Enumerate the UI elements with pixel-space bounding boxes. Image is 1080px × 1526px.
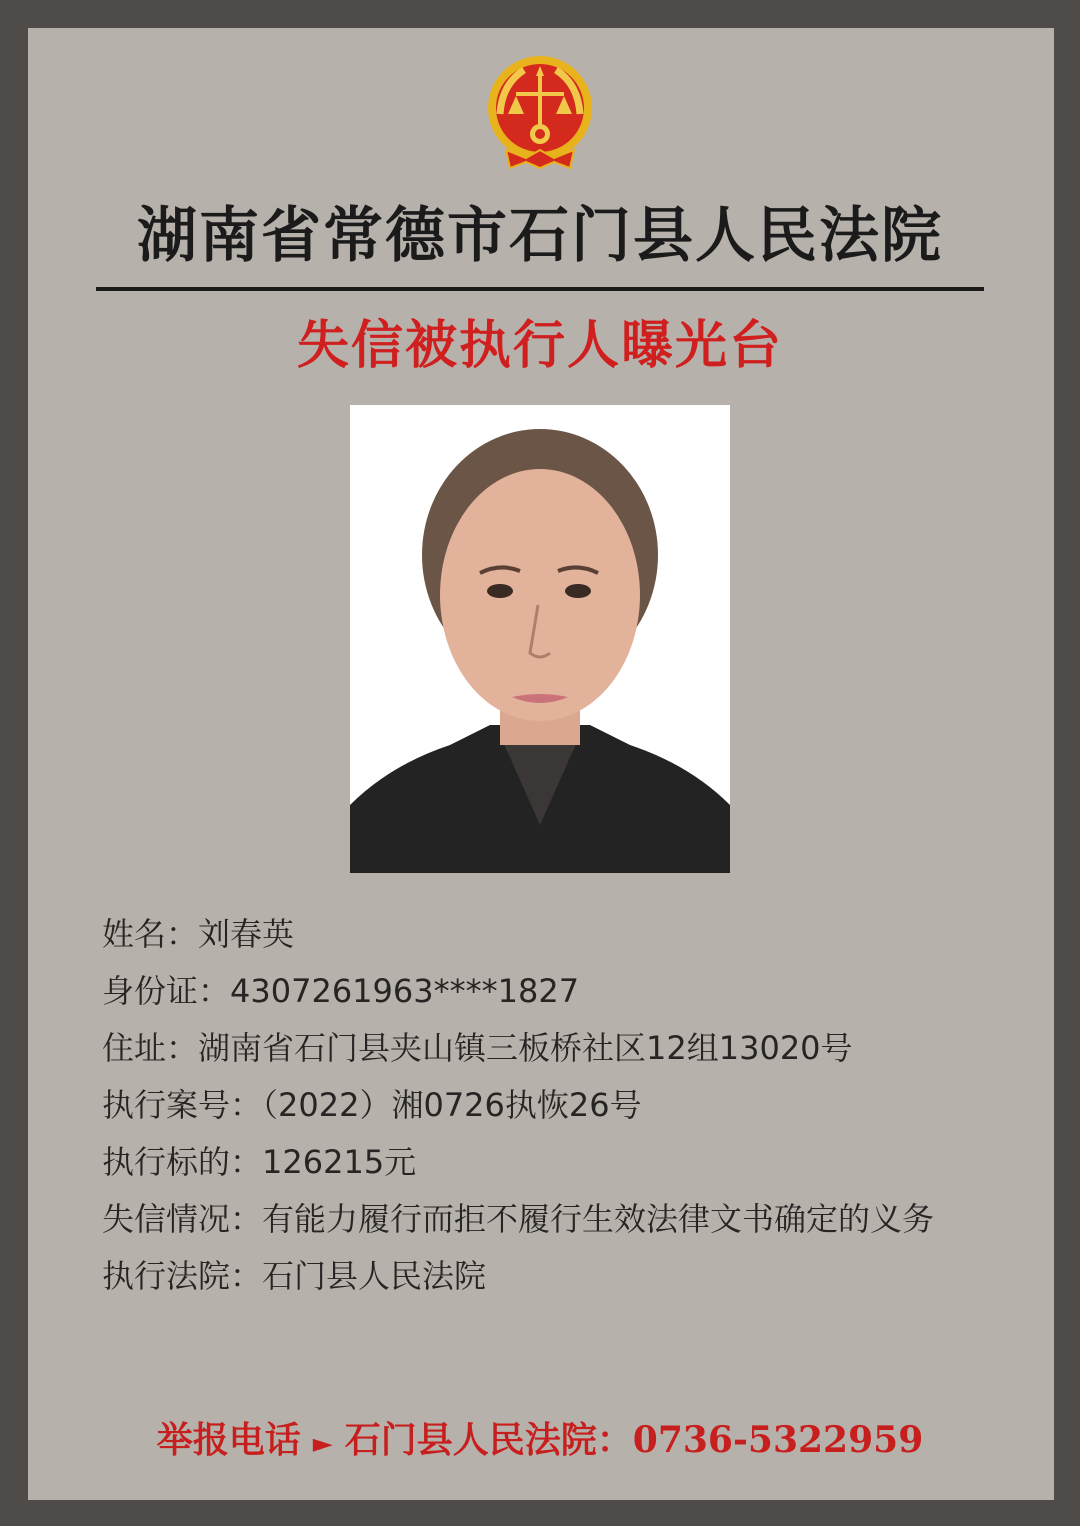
id-label: 身份证： (102, 972, 231, 1010)
info-row-case (102, 1077, 1052, 1134)
case-label: 执行案号： (102, 1086, 263, 1124)
court-emblem-icon (486, 54, 594, 174)
board-subtitle: 失信被执行人曝光台 (296, 316, 783, 376)
info-row-address (102, 1020, 1052, 1077)
info-row-id (102, 963, 1052, 1020)
info-row-court (102, 1248, 1052, 1305)
arrow-right-icon: ► (312, 1429, 333, 1459)
name-label: 姓名： (102, 915, 199, 953)
report-phone: 0736-5322959 (632, 1419, 924, 1461)
person-photo (350, 405, 730, 873)
title-divider (96, 287, 984, 291)
debtor-info (102, 906, 1052, 1305)
case-value: （2022）湘0726执恢26号 (262, 1086, 642, 1124)
court-name-title: 湖南省常德市石门县人民法院 (137, 201, 943, 271)
court-value: 石门县人民法院 (262, 1257, 487, 1295)
report-court: 石门县人民法院： (344, 1419, 633, 1461)
address-label: 住址： (102, 1029, 199, 1067)
info-row-status (102, 1191, 1052, 1248)
report-label: 举报电话 (156, 1419, 301, 1461)
info-row-amount (102, 1134, 1052, 1191)
name-value: 刘春英 (198, 915, 295, 953)
amount-value: 126215元 (262, 1143, 417, 1181)
status-value: 有能力履行而拒不履行生效法律文书确定的义务 (262, 1200, 935, 1238)
status-label: 失信情况： (102, 1200, 263, 1238)
report-hotline (0, 1410, 1080, 1474)
id-value: 4307261963****1827 (230, 972, 580, 1010)
info-row-name (102, 906, 1052, 963)
amount-label: 执行标的： (102, 1143, 263, 1181)
court-label: 执行法院： (102, 1257, 263, 1295)
address-value: 湖南省石门县夹山镇三板桥社区12组13020号 (198, 1029, 853, 1067)
person-portrait-icon (350, 405, 730, 873)
